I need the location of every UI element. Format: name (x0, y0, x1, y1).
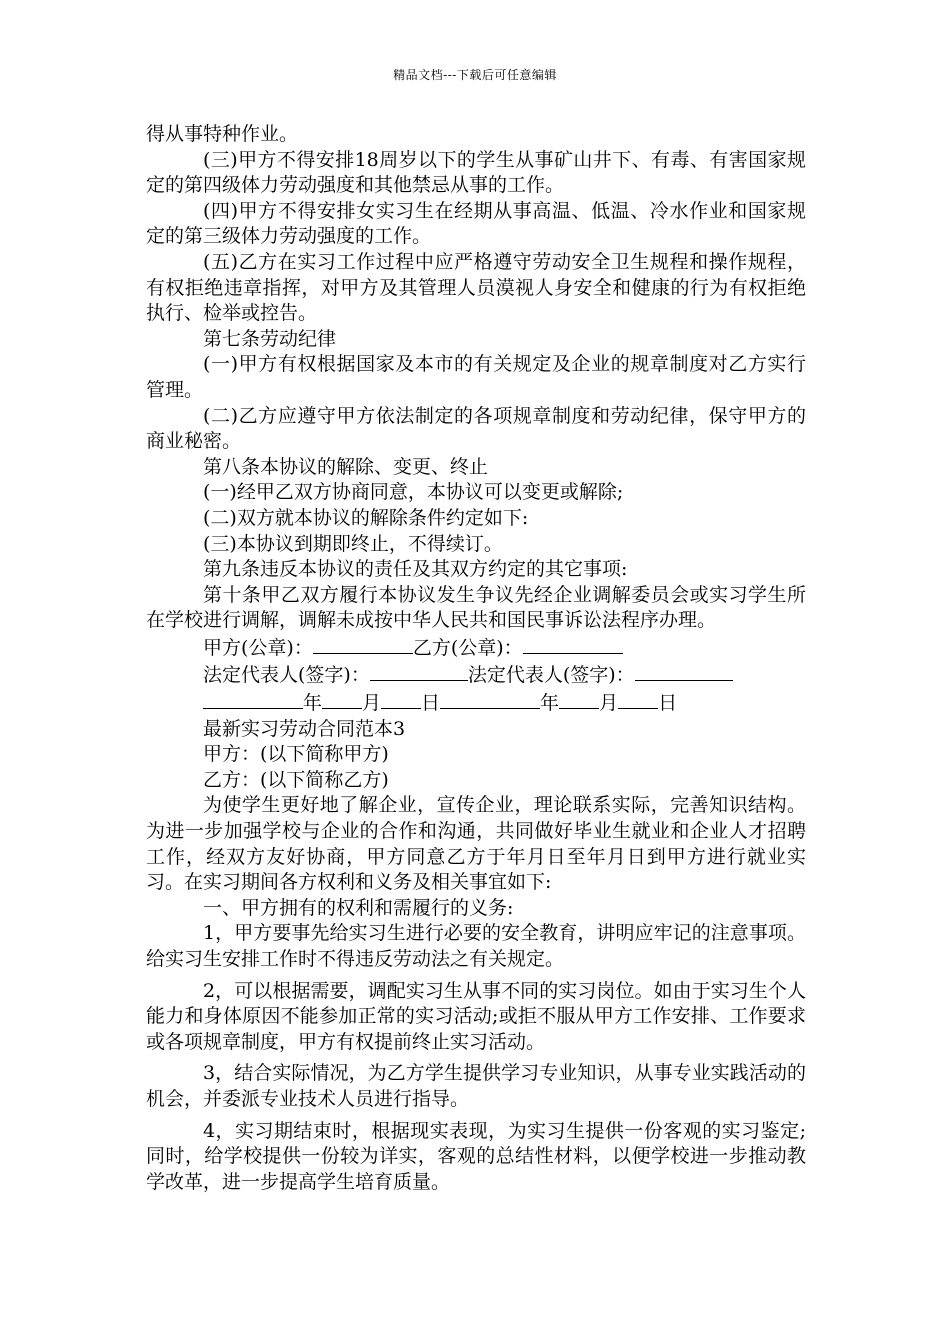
legal-rep-a-blank (370, 661, 468, 681)
obligations-heading: 一、甲方拥有的权利和需履行的义务: (203, 896, 514, 919)
party-a-line: 甲方：(以下简称甲方) (203, 743, 389, 766)
paragraph: (二)双方就本协议的解除条件约定如下: (203, 506, 529, 529)
party-b-seal-label: 乙方(公章)： (412, 636, 523, 659)
day-a-blank (381, 689, 421, 709)
obligation-item: 4，实习期结束时，根据现实表现，为实习生提供一份客观的实习鉴定;同时，给学校提供一份较为详实，客观的总结性材料，以便学校进一步推动教学改革，进一步提高学生培育质量。 (146, 1119, 806, 1193)
year-a-blank (203, 689, 303, 709)
obligation-item: 2，可以根据需要，调配实习生从事不同的实习岗位。如由于实习生个人能力和身体原因不能参加正常的实习活动;或拒不服从甲方工作安排、工作要求或各项规章制度，甲方有权提前终止实习活动。 (146, 979, 806, 1053)
paragraph: (二)乙方应遵守甲方依法制定的各项规章制度和劳动纪律，保守甲方的商业秘密。 (146, 404, 806, 453)
legal-rep-b-blank (635, 661, 733, 681)
paragraph: 得从事特种作业。 (146, 123, 299, 145)
page-header: 精品文档---下载后可任意编辑 (393, 68, 557, 82)
signature-seal-line (146, 634, 806, 662)
obligation-item: 1，甲方要事先给实习生进行必要的安全教育，讲明应牢记的注意事项。给实习生安排工作时不得违反劳动法之有关规定。 (146, 922, 806, 970)
day-a-label: 日 (421, 692, 441, 715)
obligation-item: 3，结合实际情况，为乙方学生提供学习专业知识，从事专业实践活动的机会，并委派专业技术人员进行指导。 (146, 1062, 806, 1110)
year-b-label: 年 (540, 692, 560, 715)
day-b-blank (618, 689, 658, 709)
legal-rep-b-label: 法定代表人(签字)： (467, 664, 635, 687)
month-a-blank (322, 689, 362, 709)
article-heading: 第八条本协议的解除、变更、终止 (203, 455, 489, 478)
document-body (146, 122, 806, 1195)
party-b-seal-blank (523, 634, 623, 654)
paragraph: (五)乙方在实习工作过程中应严格遵守劳动安全卫生规程和操作规程，有权拒绝违章指挥，对甲方及其管理人员漠视人身安全和健康的行为有权拒绝执行、检举或控告。 (146, 250, 806, 325)
month-b-blank (559, 689, 599, 709)
party-a-seal-blank (313, 634, 413, 654)
intro-paragraph: 为使学生更好地了解企业，宣传企业，理论联系实际，完善知识结构。为进一步加强学校与企业的合作和沟通，共同做好毕业生就业和企业人才招聘工作，经双方友好协商，甲方同意乙方于年月日至年月日到甲方进行就业实习。在实习期间各方权利和义务及相关事宜如下: (146, 794, 806, 894)
signature-date-line (146, 689, 806, 717)
paragraph: (一)经甲乙双方协商同意，本协议可以变更或解除; (203, 481, 624, 504)
month-a-label: 月 (362, 692, 382, 715)
section-title: 最新实习劳动合同范本3 (203, 717, 406, 740)
month-b-label: 月 (599, 692, 619, 715)
year-a-label: 年 (303, 692, 323, 715)
party-b-line: 乙方：(以下简称乙方) (203, 768, 389, 791)
day-b-label: 日 (658, 692, 678, 715)
article-heading: 第七条劳动纪律 (203, 327, 337, 350)
article-heading: 第九条违反本协议的责任及其双方约定的其它事项: (203, 558, 628, 581)
legal-rep-a-label: 法定代表人(签字)： (203, 664, 370, 687)
paragraph: (三)本协议到期即终止，不得续订。 (203, 532, 503, 555)
signature-legal-line (146, 661, 806, 689)
party-a-seal-label: 甲方(公章)： (203, 636, 313, 659)
paragraph: (一)甲方有权根据国家及本市的有关规定及企业的规章制度对乙方实行管理。 (146, 353, 806, 401)
paragraph: (四)甲方不得安排女实习生在经期从事高温、低温、冷水作业和国家规定的第三级体力劳动强度的工作。 (146, 199, 806, 248)
paragraph: (三)甲方不得安排18周岁以下的学生从事矿山井下、有毒、有害国家规定的第四级体力劳动强度和其他禁忌从事的工作。 (146, 148, 806, 197)
paragraph: 第十条甲乙双方履行本协议发生争议先经企业调解委员会或实习学生所在学校进行调解，调解未成按中华人民共和国民事诉讼法程序办理。 (146, 583, 806, 632)
year-b-blank (440, 689, 540, 709)
